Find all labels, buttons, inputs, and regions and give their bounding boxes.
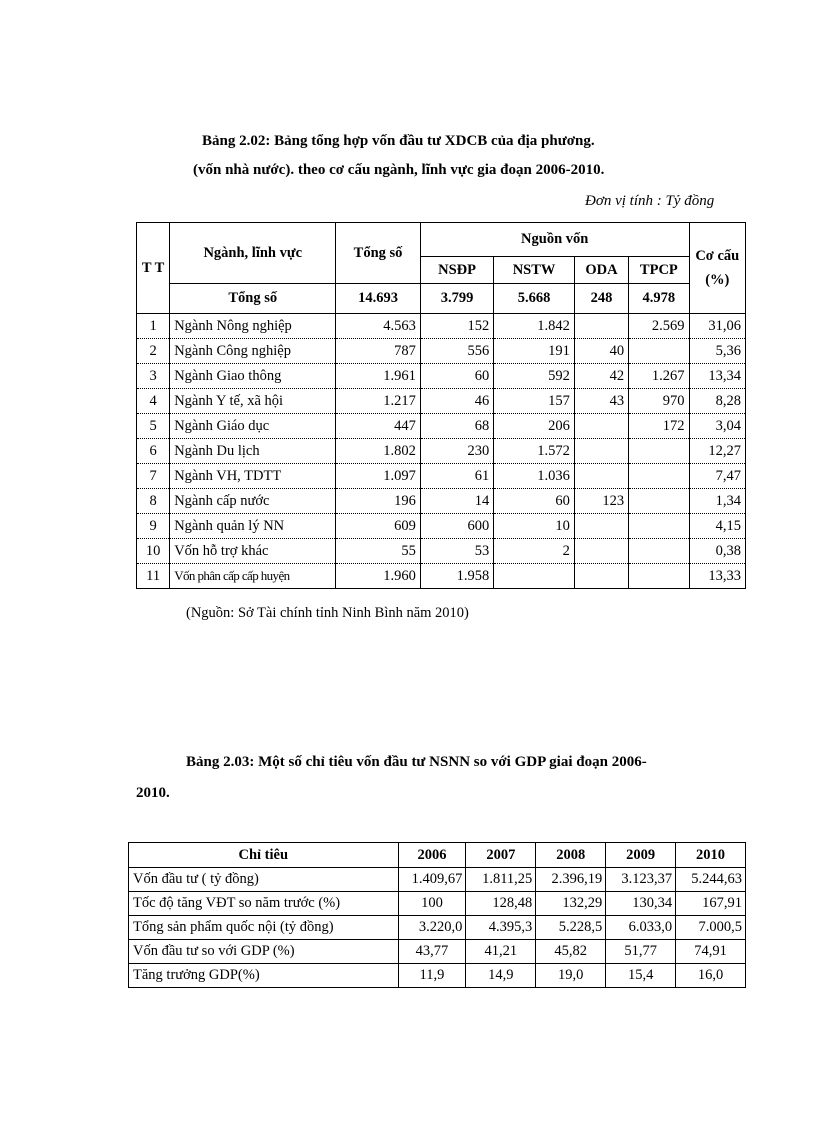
- row-sector: Ngành Du lịch: [170, 439, 336, 464]
- total-row-nstw: 5.668: [494, 284, 575, 314]
- row-oda: 43: [574, 389, 628, 414]
- row-value: 45,82: [536, 940, 606, 964]
- header-total: Tổng số: [336, 223, 421, 284]
- row-total: 1.217: [336, 389, 421, 414]
- header-year: 2008: [536, 843, 606, 868]
- table-row: [129, 916, 746, 940]
- row-nstw: 592: [494, 364, 575, 389]
- row-total: 196: [336, 489, 421, 514]
- row-nstw: 1.842: [494, 314, 575, 339]
- row-value: 132,29: [536, 892, 606, 916]
- row-oda: [574, 439, 628, 464]
- row-tpcp: [629, 564, 689, 589]
- investment-by-sector-table: [136, 222, 746, 589]
- row-total: 4.563: [336, 314, 421, 339]
- total-row-total: 14.693: [336, 284, 421, 314]
- row-value: 5.228,5: [536, 916, 606, 940]
- table-row: [137, 439, 746, 464]
- row-tpcp: [629, 464, 689, 489]
- row-nsdp: 60: [420, 364, 493, 389]
- row-nsdp: 53: [420, 539, 493, 564]
- row-value: 74,91: [676, 940, 746, 964]
- row-tpcp: 1.267: [629, 364, 689, 389]
- table-row: [129, 940, 746, 964]
- row-oda: [574, 539, 628, 564]
- row-sector: Ngành cấp nước: [170, 489, 336, 514]
- table-row: [137, 539, 746, 564]
- row-total: 787: [336, 339, 421, 364]
- row-value: 1.409,67: [398, 868, 466, 892]
- header-year: 2009: [606, 843, 676, 868]
- total-row-oda: 248: [574, 284, 628, 314]
- table-row: [137, 339, 746, 364]
- row-sector: Ngành quản lý NN: [170, 514, 336, 539]
- table2-title-line1: Bảng 2.03: Một số chỉ tiêu vốn đầu tư NSNN so với GDP giai đoạn 2006-: [186, 754, 647, 770]
- row-value: 130,34: [606, 892, 676, 916]
- row-value: 100: [398, 892, 466, 916]
- total-row-label: Tổng số: [170, 284, 336, 314]
- investment-vs-gdp-table: [128, 842, 746, 988]
- row-value: 1.811,25: [466, 868, 536, 892]
- row-value: 51,77: [606, 940, 676, 964]
- row-value: 3.123,37: [606, 868, 676, 892]
- header-year: 2006: [398, 843, 466, 868]
- total-row-nsdp: 3.799: [420, 284, 493, 314]
- table1-unit: Đơn vị tính : Tỷ đồng: [585, 193, 715, 209]
- row-structure: 4,15: [689, 514, 745, 539]
- row-nstw: 10: [494, 514, 575, 539]
- row-nsdp: 61: [420, 464, 493, 489]
- row-tpcp: [629, 514, 689, 539]
- row-sector: Ngành Y tế, xã hội: [170, 389, 336, 414]
- row-nstw: 191: [494, 339, 575, 364]
- header-nstw: NSTW: [494, 257, 575, 284]
- row-tt: 4: [137, 389, 170, 414]
- row-oda: 42: [574, 364, 628, 389]
- row-sector: Ngành Công nghiệp: [170, 339, 336, 364]
- row-oda: [574, 414, 628, 439]
- row-structure: 31,06: [689, 314, 745, 339]
- row-value: 7.000,5: [676, 916, 746, 940]
- row-nsdp: 14: [420, 489, 493, 514]
- header-indicator: Chỉ tiêu: [129, 843, 399, 868]
- table-row: [129, 892, 746, 916]
- row-total: 1.961: [336, 364, 421, 389]
- row-nsdp: 152: [420, 314, 493, 339]
- row-oda: 123: [574, 489, 628, 514]
- table-row: [137, 489, 746, 514]
- header-tpcp: TPCP: [629, 257, 689, 284]
- row-tt: 2: [137, 339, 170, 364]
- row-oda: [574, 464, 628, 489]
- row-structure: 8,28: [689, 389, 745, 414]
- row-total: 447: [336, 414, 421, 439]
- row-oda: [574, 314, 628, 339]
- row-total: 1.802: [336, 439, 421, 464]
- row-value: 14,9: [466, 964, 536, 988]
- row-structure: 12,27: [689, 439, 745, 464]
- table-row: [137, 564, 746, 589]
- header-oda: ODA: [574, 257, 628, 284]
- row-nsdp: 600: [420, 514, 493, 539]
- row-value: 128,48: [466, 892, 536, 916]
- row-value: 41,21: [466, 940, 536, 964]
- row-value: 4.395,3: [466, 916, 536, 940]
- row-nstw: 1.572: [494, 439, 575, 464]
- row-value: 15,4: [606, 964, 676, 988]
- row-oda: [574, 514, 628, 539]
- row-structure: 13,33: [689, 564, 745, 589]
- table1-subtitle: (vốn nhà nước). theo cơ cấu ngành, lĩnh vực gia đoạn 2006-2010.: [193, 162, 605, 178]
- table-row: [137, 464, 746, 489]
- table-row: [129, 964, 746, 988]
- row-tpcp: 172: [629, 414, 689, 439]
- row-nstw: 60: [494, 489, 575, 514]
- row-label: Vốn đầu tư ( tỷ đồng): [129, 868, 399, 892]
- table-row: [137, 314, 746, 339]
- row-sector: Vốn hỗ trợ khác: [170, 539, 336, 564]
- table2-title-line2: 2010.: [136, 785, 170, 801]
- row-sector: Ngành VH, TDTT: [170, 464, 336, 489]
- row-nstw: 157: [494, 389, 575, 414]
- row-structure: 13,34: [689, 364, 745, 389]
- row-nstw: 2: [494, 539, 575, 564]
- row-total: 1.097: [336, 464, 421, 489]
- table-row: [137, 414, 746, 439]
- row-sector: Ngành Giáo dục: [170, 414, 336, 439]
- row-tt: 10: [137, 539, 170, 564]
- row-total: 1.960: [336, 564, 421, 589]
- header-year: 2010: [676, 843, 746, 868]
- row-total: 55: [336, 539, 421, 564]
- header-tt: T T: [137, 223, 170, 314]
- row-oda: [574, 564, 628, 589]
- row-oda: 40: [574, 339, 628, 364]
- header-year: 2007: [466, 843, 536, 868]
- row-value: 6.033,0: [606, 916, 676, 940]
- row-value: 19,0: [536, 964, 606, 988]
- row-nstw: [494, 564, 575, 589]
- row-tpcp: [629, 339, 689, 364]
- row-tt: 1: [137, 314, 170, 339]
- total-row-tpcp: 4.978: [629, 284, 689, 314]
- row-value: 43,77: [398, 940, 466, 964]
- row-tpcp: [629, 539, 689, 564]
- row-value: 11,9: [398, 964, 466, 988]
- row-tt: 9: [137, 514, 170, 539]
- row-structure: 5,36: [689, 339, 745, 364]
- row-nsdp: 46: [420, 389, 493, 414]
- row-label: Tốc độ tăng VĐT so năm trước (%): [129, 892, 399, 916]
- row-tt: 11: [137, 564, 170, 589]
- table1-source: (Nguồn: Sở Tài chính tỉnh Ninh Bình năm 2010): [186, 605, 469, 621]
- row-structure: 7,47: [689, 464, 745, 489]
- table-row: [137, 364, 746, 389]
- row-tpcp: 2.569: [629, 314, 689, 339]
- row-value: 16,0: [676, 964, 746, 988]
- table-row: [137, 389, 746, 414]
- row-nsdp: 1.958: [420, 564, 493, 589]
- header-structure: Cơ cấu (%): [689, 223, 745, 314]
- row-value: 167,91: [676, 892, 746, 916]
- row-nsdp: 230: [420, 439, 493, 464]
- row-tt: 6: [137, 439, 170, 464]
- row-tt: 5: [137, 414, 170, 439]
- header-sources: Nguồn vốn: [420, 223, 689, 257]
- row-value: 3.220,0: [398, 916, 466, 940]
- row-structure: 0,38: [689, 539, 745, 564]
- row-tt: 3: [137, 364, 170, 389]
- row-nstw: 1.036: [494, 464, 575, 489]
- row-tt: 8: [137, 489, 170, 514]
- header-sector: Ngành, lĩnh vực: [170, 223, 336, 284]
- row-value: 2.396,19: [536, 868, 606, 892]
- row-tpcp: [629, 489, 689, 514]
- row-nstw: 206: [494, 414, 575, 439]
- table-row: [137, 514, 746, 539]
- row-value: 5.244,63: [676, 868, 746, 892]
- table1-title: Bảng 2.02: Bảng tổng hợp vốn đầu tư XDCB của địa phương.: [202, 133, 595, 149]
- row-sector: Ngành Giao thông: [170, 364, 336, 389]
- header-nsdp: NSĐP: [420, 257, 493, 284]
- row-label: Tổng sản phẩm quốc nội (tỷ đồng): [129, 916, 399, 940]
- row-nsdp: 68: [420, 414, 493, 439]
- row-label: Vốn đầu tư so với GDP (%): [129, 940, 399, 964]
- row-structure: 3,04: [689, 414, 745, 439]
- row-nsdp: 556: [420, 339, 493, 364]
- row-tpcp: [629, 439, 689, 464]
- row-label: Tăng trưởng GDP(%): [129, 964, 399, 988]
- row-tt: 7: [137, 464, 170, 489]
- row-structure: 1,34: [689, 489, 745, 514]
- row-total: 609: [336, 514, 421, 539]
- row-sector: Ngành Nông nghiệp: [170, 314, 336, 339]
- table-row: [129, 868, 746, 892]
- row-tpcp: 970: [629, 389, 689, 414]
- row-sector: Vốn phân cấp cấp huyện: [170, 564, 336, 589]
